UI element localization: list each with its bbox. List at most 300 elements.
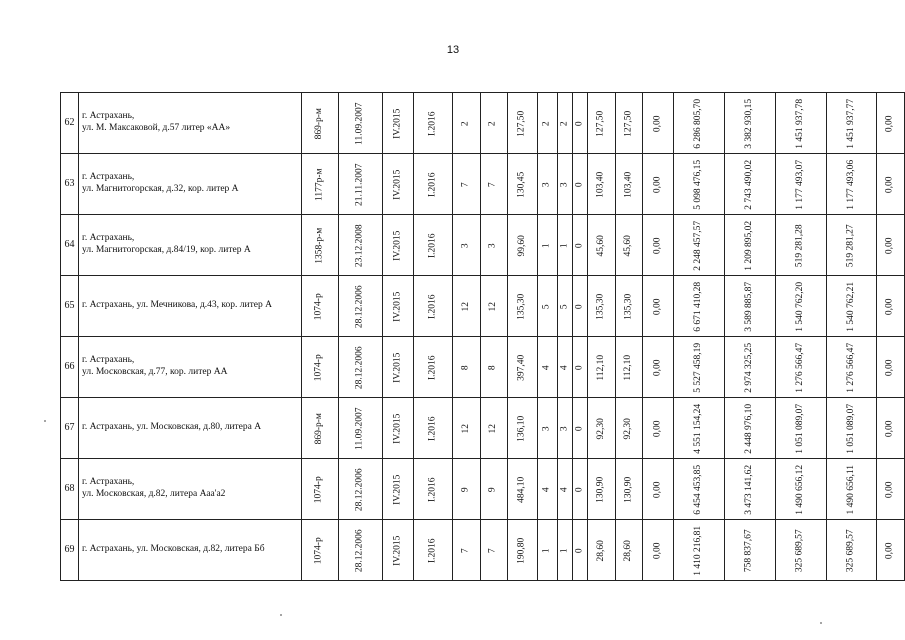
value-cell <box>572 398 588 459</box>
data-table <box>60 92 905 581</box>
value-cell <box>673 337 724 398</box>
cell-value: 5 <box>541 304 552 309</box>
value-cell <box>673 215 724 276</box>
value-cell <box>453 93 481 154</box>
cell-value: 135,30 <box>516 293 527 320</box>
address-line-1: г. Астрахань, <box>82 111 135 122</box>
value-cell <box>301 459 338 520</box>
cell-value: 0,00 <box>884 298 895 315</box>
cell-value: 3 382 930,15 <box>743 98 754 149</box>
value-cell <box>643 93 674 154</box>
cell-value: 190,80 <box>516 537 527 564</box>
value-cell <box>537 276 557 337</box>
value-cell <box>558 459 573 520</box>
table-row <box>61 154 905 215</box>
value-cell <box>537 215 557 276</box>
cell-value: 103,40 <box>623 171 634 198</box>
value-cell <box>775 398 826 459</box>
cell-value: 21.11.2007 <box>354 163 365 206</box>
value-cell <box>724 398 775 459</box>
cell-value: 1 410 216,81 <box>693 525 704 576</box>
cell-value: 519 281,28 <box>794 224 805 267</box>
cell-value: 12 <box>488 423 499 434</box>
cell-value: 103,40 <box>595 171 606 198</box>
cell-value: 0,00 <box>652 542 663 559</box>
value-cell <box>414 398 453 459</box>
value-cell <box>877 459 905 520</box>
value-cell <box>588 337 615 398</box>
value-cell <box>775 93 826 154</box>
cell-value: 0 <box>574 304 585 309</box>
value-cell <box>572 276 588 337</box>
value-cell <box>775 276 826 337</box>
cell-value: 3 589 885,87 <box>743 281 754 332</box>
cell-value: I.2016 <box>427 172 438 197</box>
cell-value: 1074-р <box>314 293 325 320</box>
value-cell <box>826 337 877 398</box>
cell-value: IV.2015 <box>392 474 403 505</box>
value-cell <box>588 93 615 154</box>
cell-value: 2 743 490,02 <box>743 159 754 210</box>
cell-value: 8 <box>488 365 499 370</box>
cell-value: 7 <box>488 182 499 187</box>
cell-value: 3 <box>488 243 499 248</box>
value-cell <box>537 154 557 215</box>
cell-value: IV.2015 <box>392 352 403 383</box>
cell-value: 0,00 <box>652 237 663 254</box>
cell-value: 2 974 325,25 <box>743 342 754 393</box>
value-cell <box>673 154 724 215</box>
page-number: 13 <box>446 44 460 56</box>
value-cell <box>572 93 588 154</box>
value-cell <box>643 337 674 398</box>
value-cell <box>588 215 615 276</box>
cell-value: 3 <box>460 243 471 248</box>
address-line-1: г. Астрахань, <box>82 172 135 183</box>
value-cell <box>775 337 826 398</box>
cell-value: 5 <box>559 304 570 309</box>
cell-value: I.2016 <box>427 416 438 441</box>
value-cell <box>826 520 877 581</box>
cell-value: 2 448 976,10 <box>743 403 754 454</box>
value-cell <box>673 520 724 581</box>
value-cell <box>301 520 338 581</box>
cell-value: 1 451 937,78 <box>794 98 805 149</box>
cell-value: 2 <box>541 121 552 126</box>
cell-value: 112,10 <box>595 354 606 381</box>
cell-value: I.2016 <box>427 111 438 136</box>
cell-value: 5 098 476,15 <box>693 159 704 210</box>
scan-speck <box>44 420 46 422</box>
value-cell <box>615 398 643 459</box>
address-cell <box>79 276 302 337</box>
cell-value: 7 <box>488 548 499 553</box>
value-cell <box>414 154 453 215</box>
cell-value: 0,00 <box>652 420 663 437</box>
cell-value: 11.09.2007 <box>354 102 365 145</box>
address-line-2: ул. М. Максаковой, д.57 литер «АА» <box>82 123 231 133</box>
cell-value: 869-р-м <box>314 412 325 445</box>
value-cell <box>558 337 573 398</box>
cell-value: 0,00 <box>884 115 895 132</box>
cell-value: 0 <box>574 121 585 126</box>
value-cell <box>588 398 615 459</box>
table-row <box>61 520 905 581</box>
cell-value: 1 051 089,07 <box>794 403 805 454</box>
value-cell <box>414 520 453 581</box>
value-cell <box>643 520 674 581</box>
value-cell <box>453 154 481 215</box>
address-line-2: ул. Московская, д.82, литера Ааа'а2 <box>82 489 226 499</box>
cell-value: 3 <box>541 426 552 431</box>
cell-value: 1 177 493,07 <box>794 159 805 210</box>
value-cell <box>481 398 507 459</box>
address-line-2: ул. Магнитогорская, д.32, кор. литер А <box>82 184 239 194</box>
cell-value: 8 <box>460 365 471 370</box>
address-line-1: г. Астрахань, ул. Московская, д.82, литера Бб <box>82 544 265 555</box>
value-cell <box>673 398 724 459</box>
value-cell <box>588 154 615 215</box>
value-cell <box>507 93 537 154</box>
value-cell <box>775 215 826 276</box>
value-cell <box>507 215 537 276</box>
value-cell <box>301 93 338 154</box>
value-cell <box>572 459 588 520</box>
value-cell <box>414 93 453 154</box>
cell-value: 4 <box>559 365 570 370</box>
cell-value: 11.09.2007 <box>354 407 365 450</box>
value-cell <box>724 215 775 276</box>
address-line-1: г. Астрахань, <box>82 233 135 244</box>
cell-value: 3 <box>559 426 570 431</box>
value-cell <box>673 276 724 337</box>
value-cell <box>588 520 615 581</box>
cell-value: 0,00 <box>884 359 895 376</box>
cell-value: 1358-р-м <box>314 227 325 264</box>
value-cell <box>826 215 877 276</box>
value-cell <box>643 215 674 276</box>
value-cell <box>382 154 414 215</box>
cell-value: 0 <box>574 426 585 431</box>
cell-value: 0,00 <box>884 420 895 437</box>
value-cell <box>537 337 557 398</box>
value-cell <box>643 154 674 215</box>
cell-value: 127,50 <box>516 110 527 137</box>
cell-value: 28.12.2006 <box>354 285 365 328</box>
cell-value: 6 671 410,28 <box>693 281 704 332</box>
cell-value: I.2016 <box>427 538 438 563</box>
cell-value: 28.12.2006 <box>354 529 365 572</box>
cell-value: 2 <box>559 121 570 126</box>
value-cell <box>339 93 383 154</box>
row-number: 63 <box>61 154 79 215</box>
value-cell <box>453 337 481 398</box>
address-cell <box>79 398 302 459</box>
value-cell <box>507 520 537 581</box>
value-cell <box>537 398 557 459</box>
cell-value: 0,00 <box>652 359 663 376</box>
cell-value: 0 <box>574 365 585 370</box>
cell-value: 92,30 <box>623 417 634 440</box>
cell-value: 45,60 <box>623 234 634 257</box>
value-cell <box>382 215 414 276</box>
cell-value: 28,60 <box>623 539 634 562</box>
cell-value: 12 <box>460 301 471 312</box>
table-row <box>61 459 905 520</box>
value-cell <box>382 459 414 520</box>
value-cell <box>673 93 724 154</box>
cell-value: 3 473 141,62 <box>743 464 754 515</box>
value-cell <box>877 276 905 337</box>
cell-value: 136,10 <box>516 415 527 442</box>
value-cell <box>724 154 775 215</box>
value-cell <box>537 93 557 154</box>
value-cell <box>507 337 537 398</box>
value-cell <box>537 520 557 581</box>
cell-value: 519 281,27 <box>845 224 856 267</box>
row-number: 69 <box>61 520 79 581</box>
value-cell <box>301 215 338 276</box>
cell-value: 7 <box>460 182 471 187</box>
cell-value: 23.12.2008 <box>354 224 365 267</box>
value-cell <box>826 93 877 154</box>
cell-value: 112,10 <box>623 354 634 381</box>
cell-value: 1 451 937,77 <box>845 98 856 149</box>
row-number: 67 <box>61 398 79 459</box>
cell-value: 0,00 <box>884 481 895 498</box>
cell-value: I.2016 <box>427 233 438 258</box>
value-cell <box>382 398 414 459</box>
cell-value: 1 540 762,21 <box>845 281 856 332</box>
cell-value: 127,50 <box>623 110 634 137</box>
value-cell <box>414 276 453 337</box>
cell-value: 1 490 656,12 <box>794 464 805 515</box>
cell-value: 28.12.2006 <box>354 346 365 389</box>
value-cell <box>382 337 414 398</box>
cell-value: IV.2015 <box>392 230 403 261</box>
address-line-2: ул. Магнитогорская, д.84/19, кор. литер А <box>82 245 251 255</box>
cell-value: 1074-р <box>314 537 325 564</box>
cell-value: 1177р-м <box>314 168 325 201</box>
cell-value: 28,60 <box>595 539 606 562</box>
row-number: 62 <box>61 93 79 154</box>
cell-value: 0 <box>574 548 585 553</box>
table-row <box>61 276 905 337</box>
cell-value: 325 689,57 <box>845 529 856 572</box>
cell-value: I.2016 <box>427 477 438 502</box>
value-cell <box>382 276 414 337</box>
value-cell <box>572 154 588 215</box>
cell-value: I.2016 <box>427 294 438 319</box>
value-cell <box>414 337 453 398</box>
value-cell <box>507 459 537 520</box>
cell-value: 92,30 <box>595 417 606 440</box>
address-cell <box>79 520 302 581</box>
cell-value: IV.2015 <box>392 108 403 139</box>
scan-speck <box>820 622 822 624</box>
value-cell <box>572 215 588 276</box>
cell-value: 1 <box>559 243 570 248</box>
cell-value: 9 <box>460 487 471 492</box>
value-cell <box>481 154 507 215</box>
row-number: 65 <box>61 276 79 337</box>
cell-value: 2 <box>488 121 499 126</box>
cell-value: IV.2015 <box>392 291 403 322</box>
value-cell <box>301 276 338 337</box>
cell-value: 1 <box>541 548 552 553</box>
cell-value: 99,60 <box>516 234 527 257</box>
value-cell <box>724 337 775 398</box>
cell-value: 758 837,67 <box>743 529 754 572</box>
address-line-1: г. Астрахань, ул. Московская, д.80, литера А <box>82 422 262 433</box>
table-row <box>61 337 905 398</box>
value-cell <box>453 398 481 459</box>
value-cell <box>615 93 643 154</box>
value-cell <box>615 520 643 581</box>
value-cell <box>615 276 643 337</box>
value-cell <box>414 459 453 520</box>
value-cell <box>507 154 537 215</box>
cell-value: 0,00 <box>884 542 895 559</box>
address-line-1: г. Астрахань, <box>82 355 135 366</box>
value-cell <box>481 93 507 154</box>
value-cell <box>877 215 905 276</box>
cell-value: 4 <box>541 487 552 492</box>
cell-value: 5 527 458,19 <box>693 342 704 393</box>
value-cell <box>643 398 674 459</box>
cell-value: I.2016 <box>427 355 438 380</box>
cell-value: 0,00 <box>652 115 663 132</box>
value-cell <box>414 215 453 276</box>
value-cell <box>877 337 905 398</box>
cell-value: 1074-р <box>314 476 325 503</box>
table-row <box>61 215 905 276</box>
cell-value: 0,00 <box>652 481 663 498</box>
value-cell <box>453 459 481 520</box>
table-row <box>61 398 905 459</box>
address-line-1: г. Астрахань, ул. Мечникова, д.43, кор. литер А <box>82 300 272 311</box>
value-cell <box>826 398 877 459</box>
value-cell <box>615 154 643 215</box>
value-cell <box>643 459 674 520</box>
cell-value: IV.2015 <box>392 413 403 444</box>
cell-value: 130,90 <box>595 476 606 503</box>
value-cell <box>826 154 877 215</box>
cell-value: 0,00 <box>652 176 663 193</box>
value-cell <box>537 459 557 520</box>
value-cell <box>339 276 383 337</box>
row-number: 68 <box>61 459 79 520</box>
cell-value: 2 <box>460 121 471 126</box>
value-cell <box>615 337 643 398</box>
cell-value: 12 <box>488 301 499 312</box>
cell-value: 1 276 566,47 <box>794 342 805 393</box>
cell-value: 127,50 <box>595 110 606 137</box>
value-cell <box>588 459 615 520</box>
cell-value: 4 <box>541 365 552 370</box>
cell-value: 3 <box>559 182 570 187</box>
cell-value: 0,00 <box>652 298 663 315</box>
value-cell <box>339 215 383 276</box>
scan-speck <box>280 614 282 616</box>
value-cell <box>724 520 775 581</box>
cell-value: 1 540 762,20 <box>794 281 805 332</box>
cell-value: 1074-р <box>314 354 325 381</box>
cell-value: 12 <box>460 423 471 434</box>
cell-value: 130,45 <box>516 171 527 198</box>
cell-value: 0 <box>574 182 585 187</box>
value-cell <box>775 520 826 581</box>
value-cell <box>877 520 905 581</box>
cell-value: 0 <box>574 487 585 492</box>
cell-value: 7 <box>460 548 471 553</box>
value-cell <box>481 459 507 520</box>
value-cell <box>453 520 481 581</box>
value-cell <box>673 459 724 520</box>
cell-value: 4 <box>559 487 570 492</box>
value-cell <box>339 520 383 581</box>
value-cell <box>724 459 775 520</box>
address-cell <box>79 93 302 154</box>
value-cell <box>572 337 588 398</box>
address-line-1: г. Астрахань, <box>82 477 135 488</box>
cell-value: 2 248 457,57 <box>693 220 704 271</box>
cell-value: 1 276 566,47 <box>845 342 856 393</box>
value-cell <box>558 215 573 276</box>
row-number: 66 <box>61 337 79 398</box>
value-cell <box>643 276 674 337</box>
cell-value: 6 286 805,70 <box>693 98 704 149</box>
value-cell <box>775 154 826 215</box>
table-row <box>61 93 905 154</box>
value-cell <box>877 93 905 154</box>
cell-value: 45,60 <box>595 234 606 257</box>
value-cell <box>339 154 383 215</box>
cell-value: 135,30 <box>595 293 606 320</box>
value-cell <box>615 215 643 276</box>
value-cell <box>507 276 537 337</box>
value-cell <box>382 520 414 581</box>
cell-value: 1 <box>559 548 570 553</box>
cell-value: 130,90 <box>623 476 634 503</box>
cell-value: 0 <box>574 243 585 248</box>
value-cell <box>877 398 905 459</box>
value-cell <box>339 398 383 459</box>
value-cell <box>826 459 877 520</box>
value-cell <box>481 215 507 276</box>
value-cell <box>877 154 905 215</box>
cell-value: 28.12.2006 <box>354 468 365 511</box>
cell-value: 397,40 <box>516 354 527 381</box>
value-cell <box>339 337 383 398</box>
cell-value: 1 209 895,02 <box>743 220 754 271</box>
value-cell <box>588 276 615 337</box>
value-cell <box>615 459 643 520</box>
value-cell <box>453 215 481 276</box>
value-cell <box>481 337 507 398</box>
cell-value: 869-р-м <box>314 107 325 140</box>
cell-value: 1 490 656,11 <box>845 464 856 515</box>
cell-value: 9 <box>488 487 499 492</box>
value-cell <box>775 459 826 520</box>
value-cell <box>481 276 507 337</box>
value-cell <box>572 520 588 581</box>
cell-value: 135,30 <box>623 293 634 320</box>
cell-value: 0,00 <box>884 237 895 254</box>
value-cell <box>507 398 537 459</box>
value-cell <box>724 276 775 337</box>
cell-value: IV.2015 <box>392 169 403 200</box>
